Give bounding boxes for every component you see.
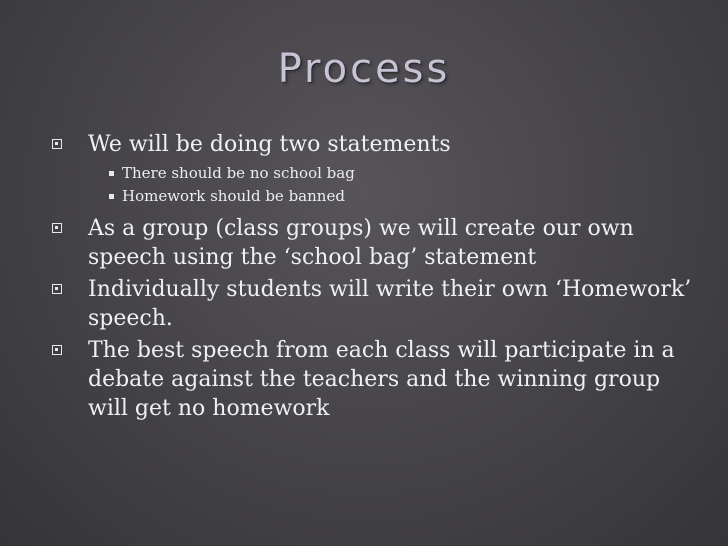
bullet-item (52, 130, 702, 159)
bullet-list (52, 130, 702, 426)
bullet-item (52, 214, 702, 272)
small-square-bullet-icon (109, 194, 114, 199)
sub-bullet-item (52, 185, 702, 208)
square-bullet-icon (52, 223, 62, 233)
sub-bullet-list (52, 162, 702, 208)
bullet-text: The best speech from each class will participate in a debate against the teachers and the winning group will get no homework (88, 338, 675, 421)
sub-bullet-text: Homework should be banned (122, 187, 345, 205)
bullet-text: Individually students will write their own ‘Homework’ speech. (88, 277, 692, 331)
bullet-item (52, 275, 702, 333)
square-bullet-icon (52, 284, 62, 294)
bullet-text: As a group (class groups) we will create our own speech using the ‘school bag’ statement (88, 216, 634, 270)
sub-bullet-text: There should be no school bag (122, 164, 355, 182)
bullet-text: We will be doing two statements (88, 132, 451, 157)
small-square-bullet-icon (109, 171, 114, 176)
sub-bullet-item (52, 162, 702, 185)
square-bullet-icon (52, 139, 62, 149)
bullet-item (52, 336, 702, 423)
slide-title: Process (277, 46, 451, 92)
square-bullet-icon (52, 345, 62, 355)
